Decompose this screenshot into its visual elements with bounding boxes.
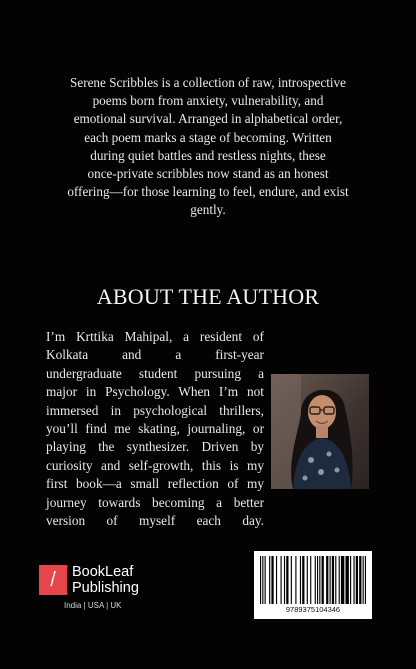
barcode-bar bbox=[322, 556, 324, 604]
isbn-number: 9789375104346 bbox=[285, 605, 341, 614]
barcode-bar bbox=[262, 556, 263, 604]
bio-line: undergraduate student pursuing a bbox=[46, 365, 264, 381]
barcode-bar bbox=[339, 556, 340, 604]
barcode-bar bbox=[363, 556, 364, 604]
barcode-bar bbox=[365, 556, 366, 604]
publisher-name-line1: BookLeaf bbox=[72, 564, 134, 580]
barcode-bar bbox=[302, 556, 304, 604]
barcode-bars bbox=[260, 556, 366, 604]
barcode-bar bbox=[269, 556, 270, 604]
barcode-bar bbox=[271, 556, 273, 604]
publisher-logo bbox=[39, 563, 179, 615]
barcode-bar bbox=[345, 556, 348, 604]
about-author-heading: ABOUT THE AUTHOR bbox=[96, 284, 320, 309]
barcode-bar bbox=[291, 556, 292, 604]
blurb-line: during quiet battles and restless nights, these bbox=[90, 147, 326, 163]
barcode-bar bbox=[315, 556, 316, 604]
barcode-bar bbox=[276, 556, 277, 604]
blurb-line: gently. bbox=[190, 202, 226, 218]
publisher-name-line2: Publishing bbox=[72, 580, 139, 596]
author-portrait-image bbox=[271, 374, 369, 489]
book-blurb bbox=[52, 74, 364, 220]
bio-line: major in Psychology. When I’m not bbox=[46, 384, 264, 400]
barcode-bar bbox=[353, 556, 354, 604]
publisher-regions: India | USA | UK bbox=[64, 601, 122, 610]
blurb-line: emotional survival. Arranged in alphabetical order, bbox=[73, 111, 343, 127]
barcode-bar bbox=[317, 556, 318, 604]
barcode-bar bbox=[332, 556, 334, 604]
blurb-line: once-private scribbles now stand as an honest bbox=[87, 166, 329, 182]
barcode-bar bbox=[295, 556, 296, 604]
barcode-bar bbox=[319, 556, 320, 604]
bio-line: I’m Krttika Mahipal, a resident of bbox=[46, 329, 264, 344]
bio-line: playing the synthesizer. Driven by bbox=[46, 439, 264, 455]
blurb-line: Serene Scribbles is a collection of raw, introspective bbox=[70, 75, 346, 90]
logo-mark-glyph: / bbox=[50, 569, 56, 591]
barcode-bar bbox=[300, 556, 301, 604]
barcode-bar bbox=[281, 556, 282, 604]
bookleaf-logo-icon bbox=[39, 565, 67, 595]
barcode-bar bbox=[341, 556, 344, 604]
barcode-bar bbox=[326, 556, 328, 604]
bio-line: immersed in psychological thrillers, bbox=[46, 402, 264, 418]
blurb-line: each poem marks a stage of becoming. Written bbox=[84, 129, 332, 145]
barcode-bar bbox=[350, 556, 351, 604]
blurb-line: offering—for those learning to feel, endure, and exist bbox=[67, 184, 349, 200]
bio-line: first book—a small reflection of my bbox=[46, 476, 264, 492]
bio-line: version of myself each day. bbox=[46, 513, 264, 529]
isbn-barcode bbox=[254, 551, 372, 619]
bio-line: curiosity and self-growth, this is my bbox=[46, 457, 264, 473]
barcode-bar bbox=[260, 556, 261, 604]
bio-line: journey towards becoming a better bbox=[46, 494, 264, 510]
barcode-bar bbox=[359, 556, 361, 604]
barcode-bar bbox=[265, 556, 266, 604]
bio-line: you’ll find me skating, journaling, or bbox=[46, 421, 264, 437]
barcode-bar bbox=[307, 556, 308, 604]
bio-line: Kolkata and a first-year bbox=[46, 347, 264, 363]
barcode-bar bbox=[356, 556, 358, 604]
author-bio bbox=[46, 328, 264, 530]
blurb-line: poems born from anxiety, vulnerability, and bbox=[92, 93, 324, 109]
author-photo bbox=[271, 374, 369, 489]
barcode-bar bbox=[284, 556, 285, 604]
barcode-bar bbox=[310, 556, 311, 604]
barcode-bar bbox=[330, 556, 331, 604]
barcode-bar bbox=[335, 556, 336, 604]
barcode-bar bbox=[286, 556, 288, 604]
